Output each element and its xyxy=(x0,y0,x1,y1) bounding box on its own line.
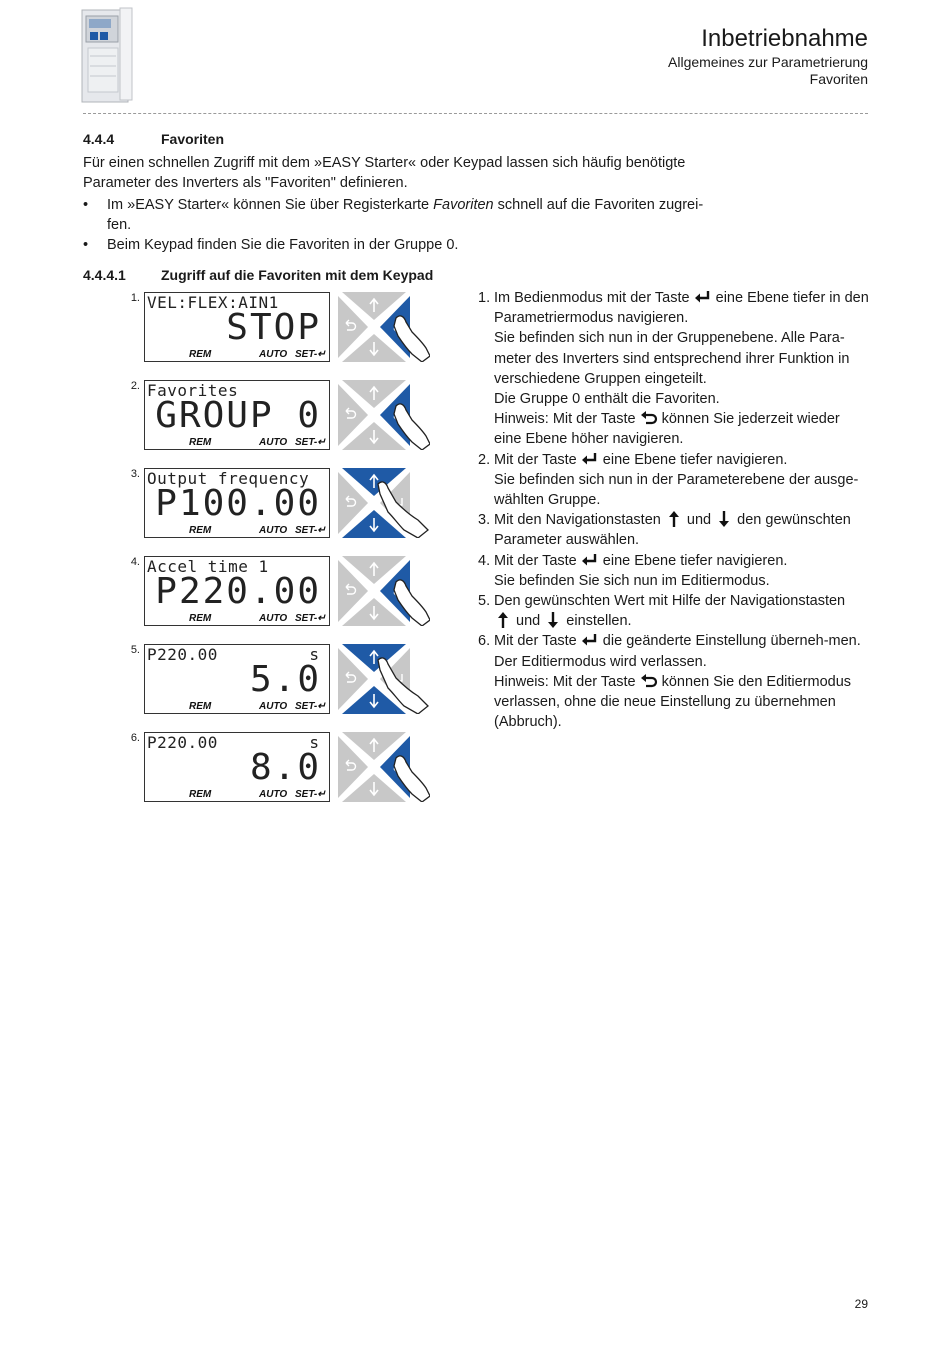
inverter-device-image xyxy=(80,6,136,106)
lcd-line-1: VEL:FLEX:AIN1 xyxy=(147,293,279,312)
lcd-main-value: STOP xyxy=(226,307,321,348)
section-number: 4.4.4 xyxy=(83,131,115,147)
lcd-main-value: P220.00 xyxy=(155,571,321,612)
lcd-display xyxy=(144,556,330,626)
back-icon xyxy=(640,410,658,426)
subsection-number: 4.4.4.1 xyxy=(83,267,126,283)
bullet-item: • Beim Keypad finden Sie die Favoriten in der Gruppe 0. xyxy=(83,237,459,253)
header-title: Inbetriebnahme xyxy=(701,25,868,52)
bullet-item: • Im »EASY Starter« können Sie über Registerkarte Favoriten schnell auf die Favoriten zugrei-fen. xyxy=(83,197,704,233)
lcd-rem-indicator: REM xyxy=(189,789,212,800)
bullet-list xyxy=(83,195,723,255)
arrow-down-icon xyxy=(715,511,733,527)
lcd-set-indicator: SET-↵ xyxy=(295,701,326,712)
enter-icon xyxy=(581,552,599,568)
lcd-line-1: Output frequency xyxy=(147,469,310,488)
lcd-main-value: P100.00 xyxy=(155,483,321,524)
lcd-set-indicator: SET-↵ xyxy=(295,437,326,448)
keypad-buttons xyxy=(338,468,430,538)
lcd-set-indicator: SET-↵ xyxy=(295,349,326,360)
step-1: 1. Im Bedienmodus mit der Taste eine Ebene tiefer in den Parametriermodus navigieren. Sie befinden sich nun in der Gruppenebene. Alle Para-meter des Inverters sind entsprechend ihrer Funktion in verschiedene Gruppen eingeteilt. Die Gruppe 0 enthält die Favoriten. Hinweis: Mit der Taste können Sie jederzeit wieder eine Ebene höher navigieren. xyxy=(478,290,869,448)
lcd-line-1: P220.00 xyxy=(147,645,218,664)
section-title: Favoriten xyxy=(161,131,225,147)
finger-icon xyxy=(394,756,430,802)
keypad-buttons xyxy=(338,732,430,802)
lcd-line-1: P220.00 xyxy=(147,733,218,752)
step-3: 3. Mit den Navigationstasten und den gewünschten Parameter auswählen. xyxy=(478,512,851,549)
step-2: 2. Mit der Taste eine Ebene tiefer navigieren. Sie befinden sich nun in der Parameterebene der ausge-wählten Gruppe. xyxy=(478,451,859,509)
figure-number: 3. xyxy=(130,468,140,480)
page-number: 29 xyxy=(854,1297,868,1311)
lcd-display xyxy=(144,468,330,538)
lcd-rem-indicator: REM xyxy=(189,613,212,624)
step-instructions xyxy=(478,288,870,732)
lcd-unit: s xyxy=(309,733,319,752)
finger-icon xyxy=(394,316,430,362)
header-subtitle-2: Favoriten xyxy=(809,71,868,87)
header-divider xyxy=(83,113,868,114)
arrow-up-icon xyxy=(494,612,512,628)
arrow-up-icon xyxy=(665,511,683,527)
enter-icon xyxy=(581,451,599,467)
figure-number: 6. xyxy=(130,732,140,744)
figure-number: 4. xyxy=(130,556,140,568)
intro-paragraph: Für einen schnellen Zugriff mit dem »EASY Starter« oder Keypad lassen sich häufig benötigte Parameter des Inverters als "Favoriten" definieren. xyxy=(83,155,686,191)
keypad-figure xyxy=(124,468,444,540)
subsection-title: Zugriff auf die Favoriten mit dem Keypad xyxy=(161,267,434,283)
lcd-auto-indicator: AUTO xyxy=(259,349,288,360)
keypad-buttons xyxy=(338,556,430,626)
step-6: 6. Mit der Taste die geänderte Einstellung überneh-men. Der Editiermodus wird verlassen. Hinweis: Mit der Taste können Sie den Editiermodus verlassen, ohne die neue Einstellung zu übernehmen (Abbruch). xyxy=(478,633,861,731)
keypad-figure xyxy=(124,292,444,364)
lcd-main-value: 5.0 xyxy=(249,659,321,700)
lcd-line-1: Favorites xyxy=(147,381,239,400)
lcd-rem-indicator: REM xyxy=(189,349,212,360)
figure-number: 1. xyxy=(130,292,140,304)
step-4: 4. Mit der Taste eine Ebene tiefer navigieren. Sie befinden Sie sich nun im Editiermodus. xyxy=(478,552,788,589)
lcd-rem-indicator: REM xyxy=(189,525,212,536)
finger-icon xyxy=(394,404,430,450)
lcd-auto-indicator: AUTO xyxy=(259,613,288,624)
figure-number: 2. xyxy=(130,380,140,392)
page-header xyxy=(668,24,868,88)
lcd-auto-indicator: AUTO xyxy=(259,525,288,536)
lcd-main-value: GROUP 0 xyxy=(155,395,321,436)
lcd-set-indicator: SET-↵ xyxy=(295,613,326,624)
lcd-auto-indicator: AUTO xyxy=(259,789,288,800)
keypad-figure xyxy=(124,644,444,716)
lcd-display xyxy=(144,380,330,450)
figure-number: 5. xyxy=(130,644,140,656)
lcd-auto-indicator: AUTO xyxy=(259,437,288,448)
back-icon xyxy=(640,673,658,689)
keypad-figure xyxy=(124,732,444,804)
section-heading xyxy=(83,131,224,147)
lcd-unit: s xyxy=(309,645,319,664)
lcd-rem-indicator: REM xyxy=(189,701,212,712)
lcd-set-indicator: SET-↵ xyxy=(295,525,326,536)
lcd-set-indicator: SET-↵ xyxy=(295,789,326,800)
lcd-main-value: 8.0 xyxy=(249,747,321,788)
keypad-buttons xyxy=(338,292,430,362)
keypad-figure xyxy=(124,380,444,452)
enter-icon xyxy=(694,289,712,305)
keypad-buttons xyxy=(338,644,430,714)
lcd-display xyxy=(144,644,330,714)
keypad-buttons xyxy=(338,380,430,450)
lcd-display xyxy=(144,732,330,802)
enter-icon xyxy=(581,632,599,648)
header-subtitle-1: Allgemeines zur Parametrierung xyxy=(668,54,868,70)
lcd-line-1: Accel time 1 xyxy=(147,557,269,576)
step-5: 5. Den gewünschten Wert mit Hilfe der Navigationstasten und einstellen. xyxy=(478,593,846,630)
lcd-auto-indicator: AUTO xyxy=(259,701,288,712)
lcd-display xyxy=(144,292,330,362)
lcd-rem-indicator: REM xyxy=(189,437,212,448)
subsection-heading xyxy=(83,267,433,283)
finger-icon xyxy=(394,580,430,626)
arrow-down-icon xyxy=(544,612,562,628)
keypad-figure xyxy=(124,556,444,628)
